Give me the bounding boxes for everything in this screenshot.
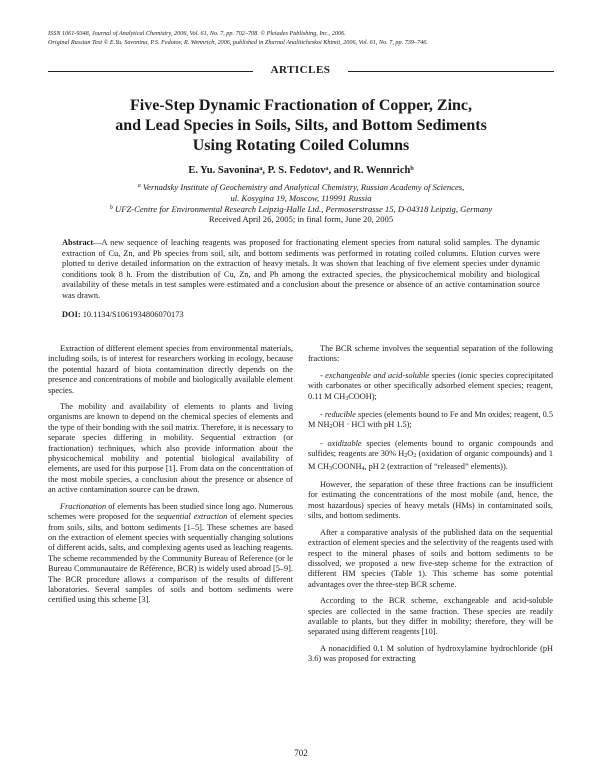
fraction-oxidizable-mid: O: [407, 449, 414, 459]
fraction-oxidizable-tail: , pH 2 (extraction of “released” elements)).: [364, 461, 508, 471]
article-title: [48, 96, 554, 156]
section-label: ARTICLES: [270, 64, 331, 76]
paragraph-mobility: The mobility and availability of elements to plants and living organisms are known to depend on the chemical species of elements and the type of their bonding with the soil matrix. Therefore, it is necessary to separate species differing in mobility. Sequential extraction (or fractionation) techniques, which also provide information about the physicochemical mobility and potential biological availability of elements, are used for this purpose [1]. From data on the concentration of the most mobile species, a conclusion about the presence or absence of an active contamination source can be drawn.: [48, 402, 293, 495]
fraction-oxidizable-sub-3: 3: [328, 465, 332, 472]
author-list: [48, 165, 554, 176]
paragraph-bcr: The BCR scheme involves the sequential separation of the following fractions:: [308, 344, 553, 364]
author-1: E. Yu. Savonina: [188, 165, 260, 176]
fraction-reducible-sub: 2: [329, 424, 333, 431]
fraction-reducible-text: species (elements bound to Fe and Mn oxides; reagent, 0.5 M NH: [308, 410, 553, 430]
affiliation-b-text: UFZ-Centre for Environmental Research Leipzig-Halle Ltd., Permoserstrasse 15, D-04318 Leipzig, Germany: [115, 204, 493, 214]
right-column: [308, 344, 553, 671]
fraction-oxidizable: [308, 439, 553, 474]
fraction-exchangeable-term: - exchangeable and acid-soluble: [320, 370, 430, 380]
doi-label: DOI:: [62, 310, 81, 319]
sequential-extraction-term: sequential extraction: [156, 512, 228, 522]
doi-value: 10.1134/S1061934806070173: [80, 310, 184, 319]
affiliation-a: [48, 181, 554, 204]
paragraph-comparative: After a comparative analysis of the published data on the sequential extraction of element species and the selectivity of the reagents used with respect to the mineral phases of soils and bottom sediments to be dissolved, we proposed a new five-step scheme for the extraction of different HM species (Table 1). This scheme has some potential advantages over the three-step BCR scheme.: [308, 527, 553, 589]
paragraph-according: According to the BCR scheme, exchangeable and acid-soluble species are collected in the same fraction. These species are readily available to plants, but they differ in mobility; therefore, they will be separated using different reagents [10].: [308, 596, 553, 637]
affiliation-a-mark: a: [137, 183, 141, 189]
author-2: P. S. Fedotov: [267, 165, 326, 176]
section-heading: [48, 63, 554, 79]
author-2-mark: a: [325, 166, 329, 172]
fractionation-term: Fractionation: [60, 501, 107, 511]
fraction-exchangeable-text: species (ionic species coprecipitated with carbonates or other specifically adsorbed element species; reagent, 0.11 M CH: [308, 370, 553, 401]
fraction-oxidizable-sub-1: 2: [404, 453, 408, 460]
affiliation-a-line-2: ul. Kosygina 19, Moscow, 119991 Russia: [230, 193, 372, 203]
title-line-3: Using Rotating Coiled Columns: [192, 137, 410, 154]
paragraph-intro: Extraction of different element species from environmental materials, including soils, is of interest for researchers working in ecology, because the potential hazard of biota contamination directly depends on the presence and concentrations of mobile and biologically available element species.: [48, 344, 293, 395]
left-column: [48, 344, 293, 612]
affiliation-b-mark: b: [109, 205, 113, 211]
paragraph-fractionation-text-b: of element species from soils, silts, and bottom sediments [1–5]. These schemes are based on the extraction of element species with sequentially changing solutions of different acids, salts, and complexing agents used as leaching reagents. The scheme recommended by the Community Bureau of Reference (or le Bureau Communautaire de Référence, BCR) is widely used abroad [5–9]. The BCR procedure allows a comparison of the results of different laboratories. Several samples of soils and bottom sediments were certified using this scheme [3].: [48, 512, 293, 605]
fraction-reducible-end: OH · HCl with pH 1.5);: [332, 420, 412, 430]
paragraph-fractionation: [48, 502, 293, 606]
abstract-text: —A new sequence of leaching reagents was proposed for fractionating element species from natural solid samples. The dynamic extraction of Cu, Zn, and Pb species from soil, silt, and bottom sediments was performed in rotating coiled columns. Elution curves were plotted to derive detailed information on the extraction of heavy metals. It was shown that leaching of five element species under dynamic conditions took 8 h. From the distribution of Cu, Zn, and Pb among the extracted species, the physicochemical mobility and biological availability of these metals in test samples were estimated and a conclusion about the presence or absence of an active contamination source was drawn.: [62, 238, 540, 300]
author-1-mark: a: [259, 166, 263, 172]
author-3: R. Wennrich: [353, 165, 411, 176]
fraction-exchangeable-sub: 3: [345, 395, 349, 402]
fraction-exchangeable-end: COOH);: [348, 391, 377, 401]
fraction-oxidizable-end: COONH: [331, 461, 362, 471]
title-line-2: and Lead Species in Soils, Silts, and Bottom Sediments: [115, 117, 487, 134]
fraction-reducible-term: - reducible: [320, 410, 356, 420]
author-and: , and: [328, 165, 354, 176]
header-line-1: ISSN 1061-9348, Journal of Analytical Chemistry, 2006, Vol. 61, No. 7, pp. 702–708. © Pleiades Publishing, Inc., 2006.: [48, 30, 346, 37]
fraction-exchangeable: [308, 371, 553, 404]
paragraph-fractionation-text-a: of elements has been studied since long ago. Numerous schemes were proposed for the: [48, 501, 293, 522]
title-line-1: Five-Step Dynamic Fractionation of Copper, Zinc,: [129, 97, 473, 114]
author-3-mark: b: [410, 166, 414, 172]
abstract-label: Abstract: [62, 238, 94, 247]
fraction-oxidizable-sub-4: 4: [361, 465, 365, 472]
fraction-oxidizable-term: - oxidizable: [320, 438, 362, 448]
paragraph-nonacidified: A nonacidified 0.1 M solution of hydroxylamine hydrochloride (pH 3.6) was proposed for extracting: [308, 643, 553, 664]
section-rule-left: [48, 71, 253, 72]
page-number: 702: [294, 748, 308, 758]
affiliation-a-line-1: Vernadsky Institute of Geochemistry and Analytical Chemistry, Russian Academy of Sciences,: [142, 182, 465, 192]
fraction-oxidizable-text: species (elements bound to organic compounds and sulfides; reagents are 30% H: [308, 438, 553, 459]
section-rule-right: [348, 71, 554, 72]
received-dates: Received April 26, 2005; in final form, June 20, 2005: [208, 214, 394, 224]
author-separator: ,: [262, 165, 268, 176]
fraction-reducible: [308, 410, 553, 433]
abstract: [62, 238, 540, 302]
fraction-oxidizable-sub-2: 2: [413, 453, 417, 460]
journal-header: [48, 29, 554, 47]
paragraph-however: However, the separation of these three fractions can be insufficient for estimating the concentrations of the most mobile (and, hence, the most hazardous) species of heavy metals (HMs) in contaminated soils, silts, and bottom sediments.: [308, 480, 553, 521]
doi: [62, 310, 184, 319]
header-line-2: Original Russian Text © E.Yu. Savonina, P.S. Fedotov, R. Wennrich, 2006, published in Zhurnal Analiticheskoi Khimii, 2006, Vol. 61, No. 7, pp. 739–746.: [48, 39, 428, 46]
fraction-oxidizable-text-2: (oxidation of organic compounds) and 1 M CH: [308, 449, 553, 471]
